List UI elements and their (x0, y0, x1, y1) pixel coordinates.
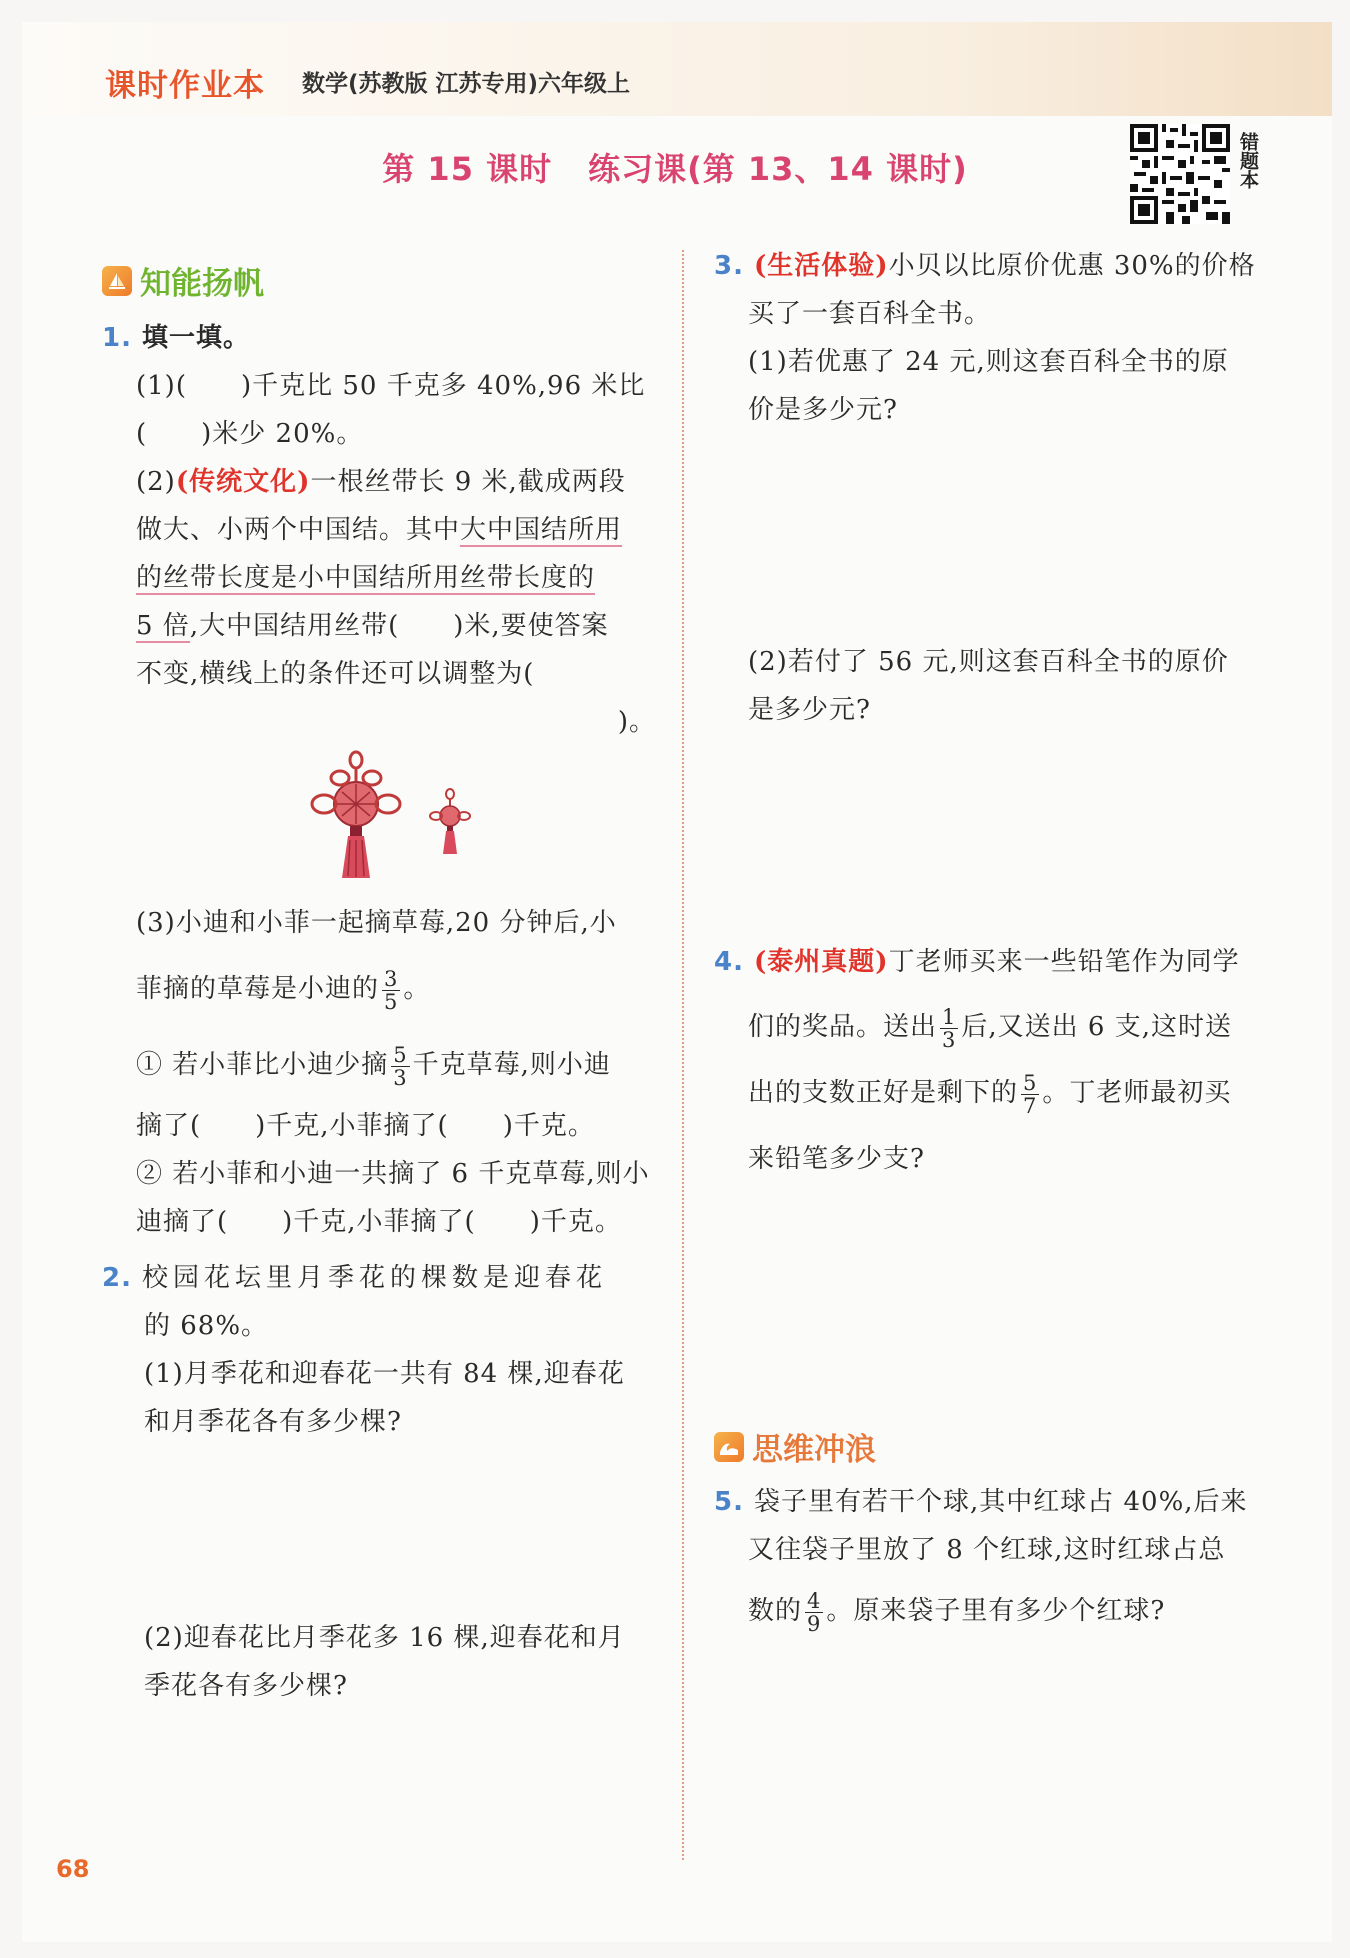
lesson-number: 第 15 课时 (382, 150, 553, 188)
section-basic (102, 258, 264, 303)
category-tag: (泰州真题) (753, 947, 889, 977)
q5-line1: 袋子里有若干个球,其中红球占 40%,后来 (753, 1487, 1248, 1517)
underlined-condition: 的丝带长度是小中国结所用丝带长度的 (136, 563, 596, 593)
question-4 (714, 938, 1274, 1192)
underlined-condition: 5 倍 (136, 611, 190, 641)
question-3-part2 (748, 638, 1268, 734)
fraction: $\frac{5}{3}$ (393, 1042, 408, 1090)
large-chinese-knot-icon (312, 752, 400, 878)
question-number: 1. (102, 323, 132, 353)
q1-part1-line2: ( )米少 20%。 (136, 419, 364, 449)
q5-line3a: 数的 (748, 1596, 803, 1626)
q2-part2-line2: 季花各有多少棵? (144, 1671, 348, 1701)
qr-code-icon[interactable] (1130, 124, 1230, 224)
category-tag: (传统文化) (175, 467, 311, 497)
book-subject: 数学(苏教版 江苏专用)六年级上 (302, 71, 631, 97)
section-basic-title: 知能扬帆 (140, 266, 264, 302)
q2-part1-line2: 和月季花各有多少棵? (144, 1407, 402, 1437)
question-5 (714, 1478, 1274, 1644)
question-3 (714, 242, 1274, 434)
q1-part2-label: (2) (136, 467, 176, 497)
wave-icon (714, 1432, 744, 1462)
question-number: 3. (714, 251, 744, 281)
question-2 (102, 1254, 662, 1446)
q3-line1: 小贝以比原价优惠 30%的价格 (888, 251, 1256, 281)
page-number: 68 (56, 1855, 90, 1883)
question-number: 4. (714, 947, 744, 977)
q4-line2b: 后,又送出 6 支,这时送 (961, 1012, 1232, 1042)
fraction: $\frac{5}{7}$ (1023, 1070, 1038, 1118)
q1-sub2-line1: ② 若小菲和小迪一共摘了 6 千克草莓,则小 (136, 1159, 650, 1189)
section-advanced-title: 思维冲浪 (752, 1432, 876, 1468)
q5-line2: 又往袋子里放了 8 个红球,这时红球占总 (748, 1535, 1226, 1565)
q1-sub1-line1b: 千克草莓,则小迪 (412, 1050, 611, 1080)
q1-part2-line6: )。 (617, 707, 656, 737)
category-tag: (生活体验) (753, 251, 889, 281)
fraction: $\frac{4}{9}$ (807, 1588, 822, 1636)
q1-part2-line1: 一根丝带长 9 米,截成两段 (310, 467, 626, 497)
q1-sub1-line1a: ① 若小菲比小迪少摘 (136, 1050, 389, 1080)
q1-part3-line2a: 菲摘的草莓是小迪的 (136, 974, 380, 1004)
question-number: 5. (714, 1487, 744, 1517)
question-title: 填一填。 (141, 323, 250, 353)
q1-part2-line5: 不变,横线上的条件还可以调整为( (136, 659, 535, 689)
q3-part1-line2: 价是多少元? (748, 395, 898, 425)
q1-part3-line1: (3)小迪和小菲一起摘草莓,20 分钟后,小 (136, 908, 617, 938)
q1-part2-line2a: 做大、小两个中国结。其中 (136, 515, 461, 545)
q1-sub1-line2: 摘了( )千克,小菲摘了( )千克。 (136, 1111, 595, 1141)
question-2-part2 (144, 1614, 664, 1710)
q1-part1-line1: (1)( )千克比 50 千克多 40%,96 米比 (136, 371, 646, 401)
lesson-name: 练习课(第 13、14 课时) (588, 150, 968, 188)
q4-line3a: 出的支数正好是剩下的 (748, 1078, 1019, 1108)
small-chinese-knot-icon (430, 789, 470, 854)
q4-line2a: 们的奖品。送出 (748, 1012, 938, 1042)
underlined-condition: 大中国结所用 (460, 515, 623, 545)
q4-line4: 来铅笔多少支? (748, 1144, 925, 1174)
q1-sub2-line2: 迪摘了( )千克,小菲摘了( )千克。 (136, 1207, 622, 1237)
section-advanced (714, 1424, 876, 1469)
q3-part2-line1: (2)若付了 56 元,则这套百科全书的原价 (748, 647, 1229, 677)
q2-part2-line1: (2)迎春花比月季花多 16 棵,迎春花和月 (144, 1623, 625, 1653)
question-1-part3: (3)小迪和小菲一起摘草莓,20 分钟后,小 菲摘的草莓是小迪的 $\frac{3}{5}$ 。 ① 若小菲比小迪少摘 $\frac{5}{3}$ 千克草莓,则小迪 摘了( )千克,小菲摘了( )千克。 ② 若小菲和小迪一共摘了 6 千克草莓,则小 迪摘了( )千克,小菲摘了( )千克。 (136, 890, 666, 1246)
q5-line3b: 。原来袋子里有多少个红球? (826, 1596, 1166, 1626)
q2-part1-line1: (1)月季花和迎春花一共有 84 棵,迎春花 (144, 1359, 625, 1389)
q2-line1: 校园花坛里月季花的棵数是迎春花 (141, 1263, 607, 1293)
question-number: 2. (102, 1263, 132, 1293)
chinese-knot-illustration (300, 750, 500, 900)
q3-line2: 买了一套百科全书。 (748, 299, 992, 329)
q1-part2-line4: ,大中国结用丝带( )米,要使答案 (189, 611, 609, 641)
q4-line1: 丁老师买来一些铅笔作为同学 (888, 947, 1240, 977)
question-1 (102, 314, 662, 746)
q3-part2-line2: 是多少元? (748, 695, 871, 725)
q3-part1-line1: (1)若优惠了 24 元,则这套百科全书的原 (748, 347, 1229, 377)
q2-line2: 的 68%。 (144, 1311, 269, 1341)
column-divider (682, 250, 684, 1860)
fraction: $\frac{1}{3}$ (942, 1004, 957, 1052)
fraction: $\frac{3}{5}$ (384, 966, 399, 1014)
wrong-answer-book-label: 错题本 (1237, 132, 1259, 189)
sailboat-icon (102, 266, 132, 296)
q4-line3b: 。丁老师最初买 (1042, 1078, 1232, 1108)
book-brand: 课时作业本 (105, 68, 265, 104)
